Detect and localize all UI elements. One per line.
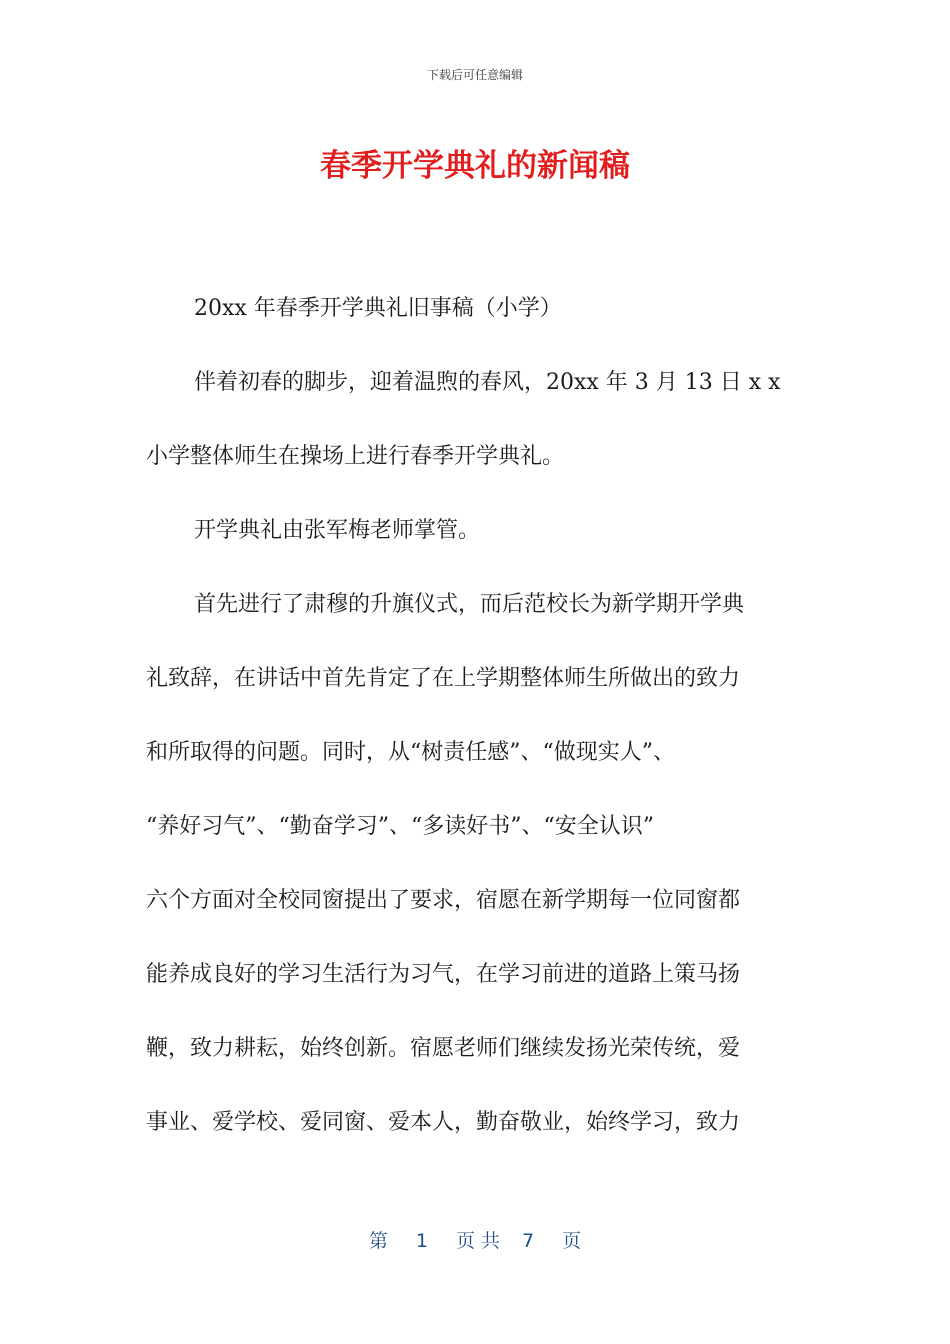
page-footer <box>0 1226 950 1253</box>
header-note: 下载后可任意编辑 <box>426 68 523 82</box>
page-suffix: 页 <box>562 1230 582 1252</box>
document-body <box>146 272 806 1160</box>
paragraph-line: 小学整体师生在操场上进行春季开学典礼。 <box>146 444 565 469</box>
paragraph-line: 能养成良好的学习生活行为习气，在学习前进的道路上策马扬 <box>146 962 741 987</box>
paragraph-line: 鞭，致力耕耘，始终创新。宿愿老师们继续发扬光荣传统，爱 <box>146 1036 741 1061</box>
paragraph-line: 六个方面对全校同窗提出了要求，宿愿在新学期每一位同窗都 <box>146 888 741 913</box>
paragraph-line: 和所取得的问题。同时，从“树责任感”、“做现实人”、 <box>146 740 675 765</box>
paragraph-line: 事业、爱学校、爱同窗、爱本人，勤奋敬业，始终学习，致力 <box>146 1110 741 1135</box>
page-total: 7 <box>522 1230 535 1252</box>
page-prefix: 第 <box>368 1230 388 1252</box>
paragraph-line: “养好习气”、“勤奋学习”、“多读好书”、“安全认识” <box>146 814 654 839</box>
page-number: 1 <box>415 1230 428 1252</box>
paragraph-line: 首先进行了肃穆的升旗仪式，而后范校长为新学期开学典 <box>194 592 745 617</box>
page-middle: 页 共 <box>455 1230 501 1252</box>
paragraph-line: 20xx 年春季开学典礼旧事稿（小学） <box>194 296 562 321</box>
document-title: 春季开学典礼的新闻稿 <box>320 148 630 184</box>
paragraph-line: 开学典礼由张军梅老师掌管。 <box>194 518 481 543</box>
paragraph-line: 伴着初春的脚步，迎着温煦的春风，20xx 年 3 月 13 日 x x <box>194 370 781 395</box>
paragraph-line: 礼致辞，在讲话中首先肯定了在上学期整体师生所做出的致力 <box>146 666 741 691</box>
